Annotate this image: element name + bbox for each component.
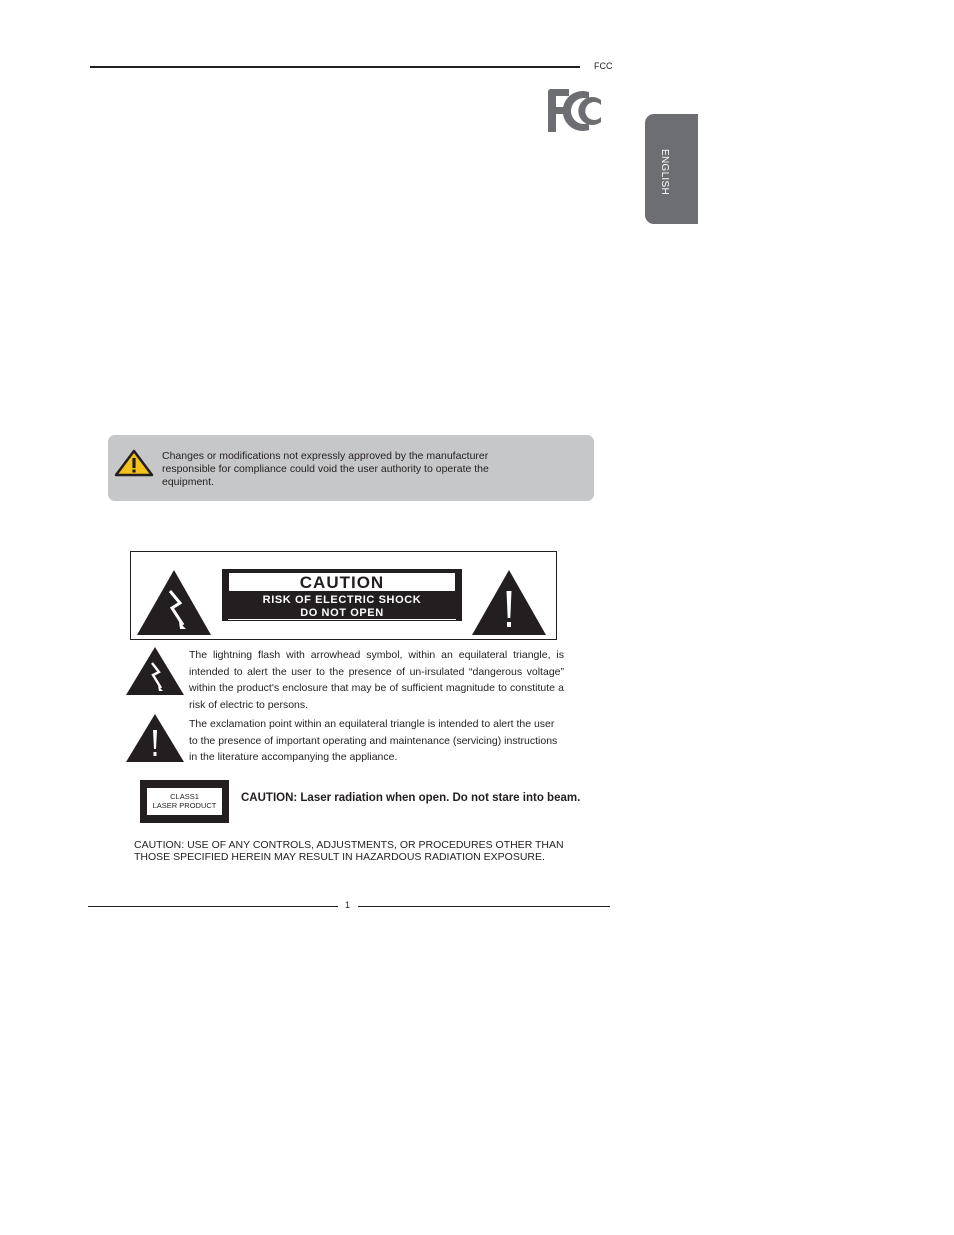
exclamation-description: The exclamation point within an equilateral triangle is intended to alert the user to the presence of important operating and maintenance (servicing) instructions in the literature accompanying the appliance. — [189, 718, 558, 763]
radiation-caution-line-1: CAUTION: USE OF ANY CONTROLS, ADJUSTMENTS, OR PROCEDURES OTHER THAN — [134, 839, 564, 851]
footer-rule-right — [358, 906, 610, 907]
laser-caution-text: CAUTION: Laser radiation when open. Do not stare into beam. — [241, 792, 581, 804]
laser-product: LASER PRODUCT — [152, 801, 217, 810]
laser-product-label — [140, 780, 229, 823]
fcc-logo-icon — [545, 86, 613, 136]
laser-label-inner — [147, 788, 222, 815]
lightning-symbol-icon — [125, 646, 185, 696]
radiation-caution — [134, 839, 564, 863]
caution-sign — [222, 569, 462, 621]
notice-box — [108, 435, 594, 501]
language-tab-label: ENGLISH — [659, 149, 670, 196]
caution-line-shock: RISK OF ELECTRIC SHOCK — [262, 594, 422, 606]
caution-label-frame — [130, 551, 557, 640]
notice-text: Changes or modifications not expressly approved by the manufacturer responsible for compliance could void the user authority to operate the equipment. — [162, 450, 489, 488]
page-number: 1 — [345, 900, 351, 910]
warning-icon — [114, 449, 154, 477]
footer-rule-left — [88, 906, 338, 907]
exclamation-icon — [470, 567, 548, 637]
caution-underline — [228, 619, 456, 620]
radiation-caution-line-2: THOSE SPECIFIED HEREIN MAY RESULT IN HAZARDOUS RADIATION EXPOSURE. — [134, 851, 545, 863]
laser-class: CLASS1 — [170, 792, 199, 801]
electric-shock-icon — [135, 567, 213, 637]
exclamation-symbol-icon — [125, 713, 185, 763]
section-label: FCC — [594, 61, 613, 71]
header-rule — [90, 66, 580, 68]
caution-title: CAUTION — [228, 572, 456, 592]
caution-line-do-not-open: DO NOT OPEN — [300, 607, 384, 619]
language-tab[interactable] — [645, 114, 698, 224]
lightning-description: The lightning flash with arrowhead symbol, within an equilateral triangle, is intended to alert the user to the presence of un-irsulated “dangerous voltage” within the product's enclosure that may be of sufficient magnitude to constitute a risk of electric to persons. — [189, 649, 564, 711]
